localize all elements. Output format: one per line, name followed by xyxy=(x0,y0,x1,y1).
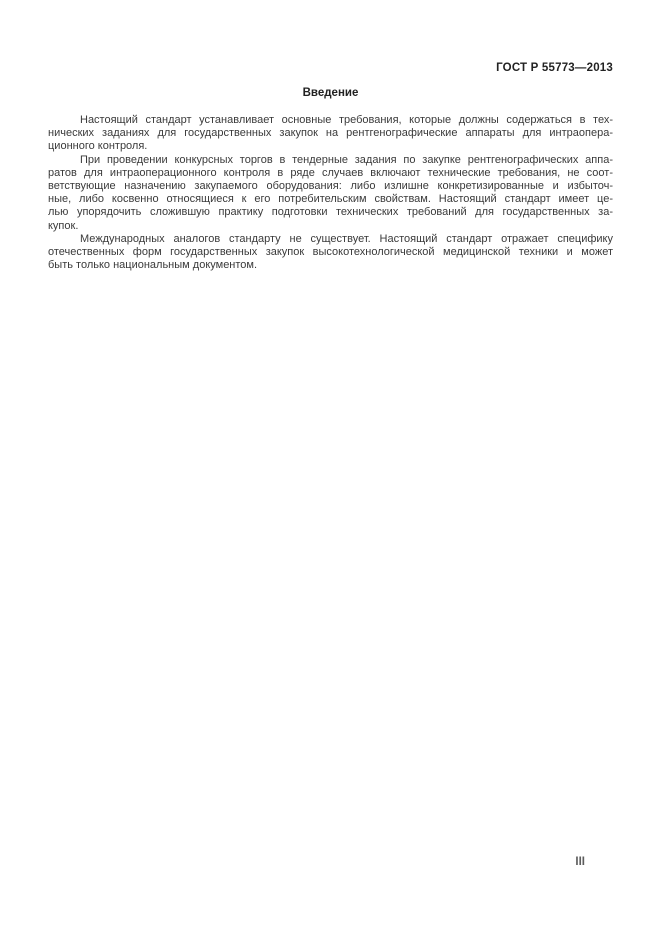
text-line: лью упорядочить сложившую практику подготовки технических требований для государственных за- xyxy=(48,206,613,219)
section-title: Введение xyxy=(302,87,359,99)
text-line: купок. xyxy=(48,219,79,232)
page-number: III xyxy=(575,856,585,868)
document-code: ГОСТ Р 55773—2013 xyxy=(496,62,613,74)
text-line: ные, либо косвенно относящиеся к его потребительским свойствам. Настоящий стандарт имеет це- xyxy=(48,193,613,206)
text-line: отечественных форм государственных закупок высокотехнологической медицинской техники и может xyxy=(48,246,613,259)
text-line: быть только национальным документом. xyxy=(48,259,258,272)
text-line: Настоящий стандарт устанавливает основные требования, которые должны содержаться в тех- xyxy=(80,114,613,126)
text-line: ратов для интраоперационного контроля в ряде случаев включают технические требования, не соот- xyxy=(48,166,613,179)
text-line: При проведении конкурсных торгов в тендерные задания по закупке рентгенографических аппа- xyxy=(80,153,613,166)
text-line: ветствующие назначению закупаемого оборудования: либо излишне конкретизированные и избыточ- xyxy=(48,180,613,193)
text-line: ционного контроля. xyxy=(48,140,148,153)
text-line: Международных аналогов стандарту не существует. Настоящий стандарт отражает специфику xyxy=(80,232,613,245)
text-line: нических заданиях для государственных закупок на рентгенографические аппараты для интраопера- xyxy=(48,127,613,140)
intro-text-block xyxy=(48,114,613,272)
